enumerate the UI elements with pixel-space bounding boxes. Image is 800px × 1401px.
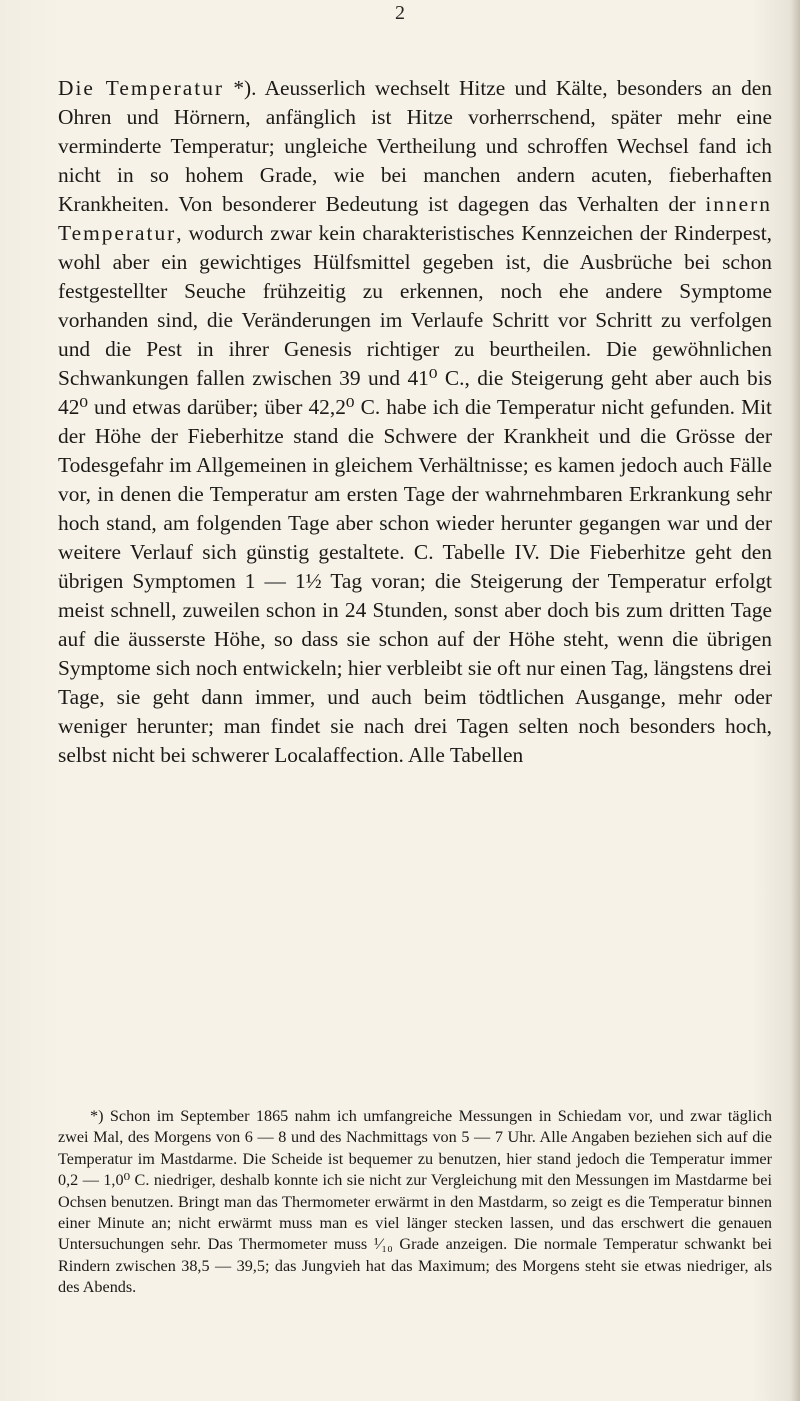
section-heading: Die Temperatur [58,76,225,100]
footnote-text: *) Schon im September 1865 nahm ich umfangreiche Messungen in Schiedam vor, und zwar täglich zwei Mal, des Morgens von 6 — 8 und des Nachmittags von 5 — 7 Uhr. Alle Angaben beziehen sich auf die Temperatur im Mastdarme. Die Scheide ist bequemer zu benutzen, hier stand jedoch die Temperatur immer 0,2 — 1,0⁰ C. niedriger, deshalb konnte ich sie nicht zur Vergleichung mit den Messungen im Mastdarme bei Ochsen benutzen. Bringt man das Thermometer erwärmt in den Mastdarm, so zeigt es die Temperatur binnen einer Minute an; nicht erwärmt muss man es viel länger stecken lassen, und das erschwert die genauen Untersuchungen sehr. Das Thermometer muss ¹⁄₁₀ Grade anzeigen. Die normale Temperatur schwankt bei Rindern zwischen 38,5 — 39,5; das Jungvieh hat das Maximum; des Morgens steht sie etwas niedriger, als des Abends. [58,1107,772,1297]
body-text-part-1: Aeusserlich wechselt Hitze und Kälte, besonders an den Ohren und Hörnern, anfänglich ist Hitze vorherrschend, später mehr eine verminderte Temperatur; ungleiche Vertheilung und schroffen Wechsel fand ich nicht in so hohem Grade, wie bei manchen andern acuten, fieberhaften Krankheiten. Von besonderer Bedeutung ist dagegen das Verhalten der [58,76,772,216]
body-text [58,74,772,770]
body-paragraph [58,74,772,770]
page-edge-shadow [790,0,800,1401]
footnote-reference: *). [233,76,257,100]
page-number: 2 [395,2,405,24]
footnote [58,1106,772,1299]
emphasized-term: innern Temperatur [58,192,772,245]
body-text-part-2: , wodurch zwar kein charakteristisches Kennzeichen der Rinderpest, wohl aber ein gewichtiges Hülfsmittel gegeben ist, die Ausbrüche bei schon festgestellter Seuche frühzeitig zu erkennen, noch ehe andere Symptome vorhanden sind, die Veränderungen im Verlaufe Schritt vor Schritt zu verfolgen und die Pest in ihrer Genesis richtiger zu beurtheilen. Die gewöhnlichen Schwankungen fallen zwischen 39 und 41⁰ C., die Steigerung geht aber auch bis 42⁰ und etwas darüber; über 42,2⁰ C. habe ich die Temperatur nicht gefunden. Mit der Höhe der Fieberhitze stand die Schwere der Krankheit und die Grösse der Todesgefahr im Allgemeinen in gleichem Verhältnisse; es kamen jedoch auch Fälle vor, in denen die Temperatur am ersten Tage der wahrnehmbaren Erkrankung sehr hoch stand, am folgenden Tage aber schon wieder herunter gegangen war und der weitere Verlauf sich günstig gestaltete. C. Tabelle IV. Die Fieberhitze geht den übrigen Symptomen 1 — 1½ Tag voran; die Steigerung der Temperatur erfolgt meist schnell, zuweilen schon in 24 Stunden, sonst aber doch bis zum dritten Tage auf die äusserste Höhe, so dass sie schon auf der Höhe steht, wenn die übrigen Symptome sich noch entwickeln; hier verbleibt sie oft nur einen Tag, längstens drei Tage, sie geht dann immer, und auch beim tödtlichen Ausgange, mehr oder weniger herunter; man findet sie nach drei Tagen selten noch besonders hoch, selbst nicht bei schwerer Localaffection. Alle Tabellen [58,221,772,767]
